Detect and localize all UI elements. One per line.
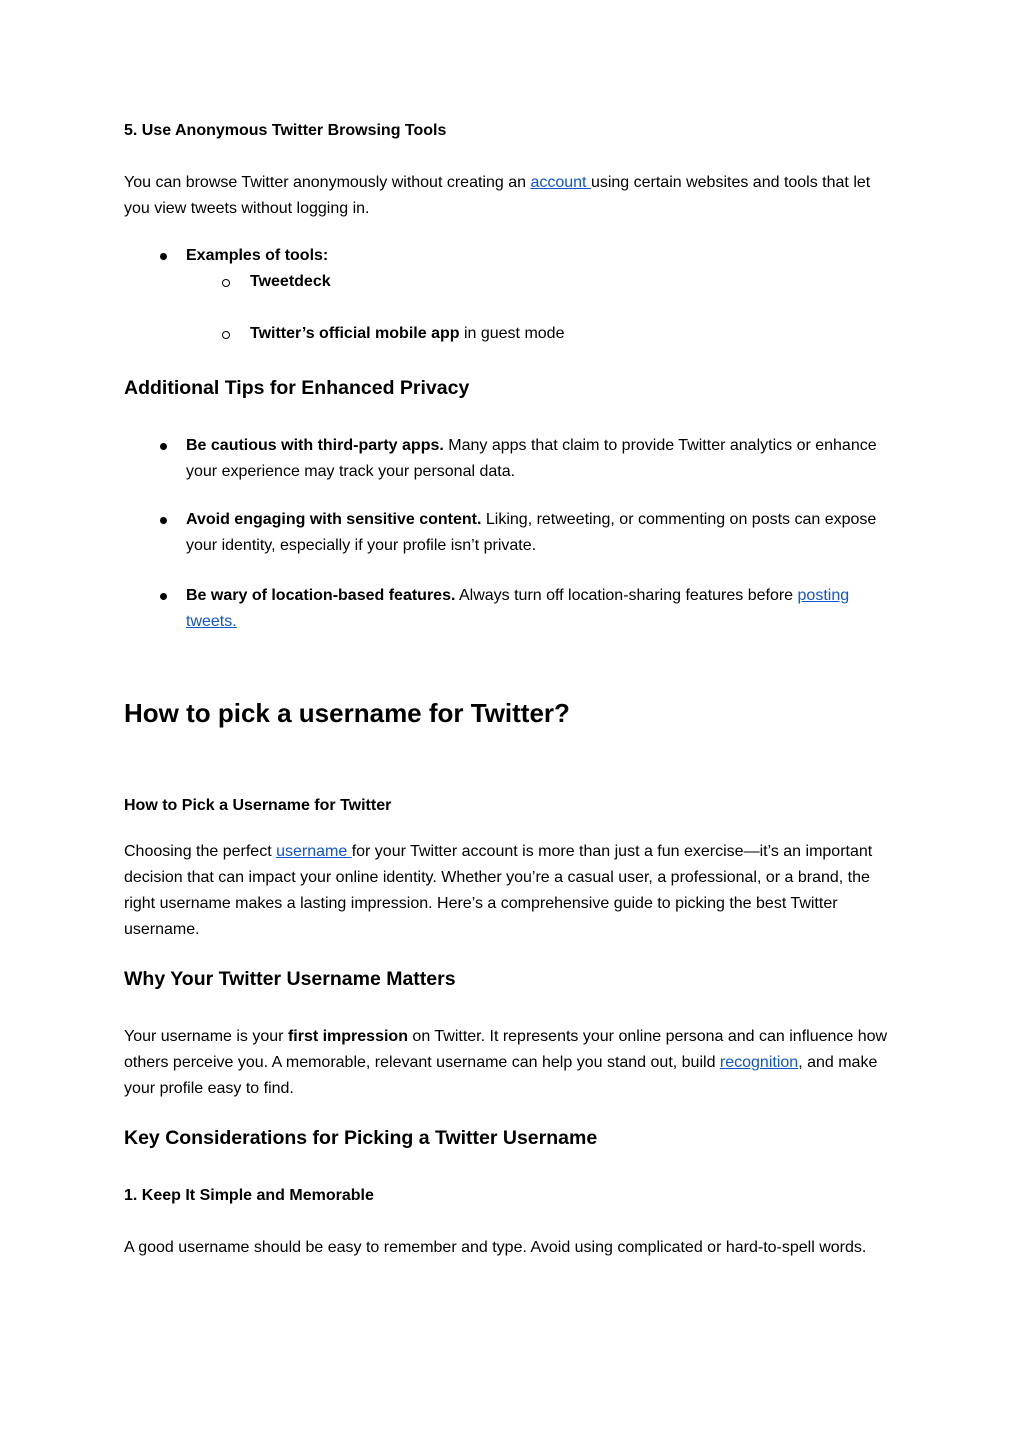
list-item-tweetdeck <box>124 269 900 295</box>
list-item-bold: Avoid engaging with sensitive content. <box>186 511 482 528</box>
list-item-location-features <box>124 583 900 635</box>
list-item-bold: Examples of tools: <box>186 247 329 264</box>
list-item-examples-label <box>124 243 900 269</box>
link-posting-tweets[interactable]: posting tweets. <box>186 587 850 630</box>
list-item-bold: Be cautious with third-party apps. <box>186 437 444 454</box>
page-title-pick-username: How to pick a username for Twitter? <box>124 698 570 728</box>
list-item-sensitive-content <box>124 507 900 559</box>
list-item-guest-mode <box>124 321 900 347</box>
tools-list <box>124 243 900 269</box>
paragraph-keep-simple: A good username should be easy to remember and type. Avoid using complicated or hard-to-spell words. <box>124 1239 867 1256</box>
link-recognition[interactable]: recognition <box>719 1054 799 1071</box>
text-run: Always turn off location-sharing features before <box>455 587 798 604</box>
bullet-icon <box>160 443 167 450</box>
link-username[interactable]: username <box>276 843 352 860</box>
list-item-bold: Be wary of location-based features. <box>186 587 456 604</box>
paragraph-anonymous-intro <box>124 170 900 222</box>
bold-run: first impression <box>287 1028 408 1045</box>
heading-why-matters: Why Your Twitter Username Matters <box>124 968 456 990</box>
text-run: You can browse Twitter anonymously without creating an <box>124 174 531 191</box>
heading-key-considerations: Key Considerations for Picking a Twitter Username <box>124 1127 598 1149</box>
text-run: using certain websites and tools that let you view tweets without logging in. <box>124 174 871 217</box>
text-run: for your Twitter account is more than just a fun exercise—it’s an important decision that can impact your online identity. Whether you’re a casual user, a professional, or a brand, the right username makes a lasting impression. Here’s a comprehensive guide to picking the best Twitter username. <box>124 843 873 938</box>
section-heading-anonymous-tools: 5. Use Anonymous Twitter Browsing Tools <box>124 122 447 139</box>
paragraph-why-matters <box>124 1024 900 1102</box>
text-run: Choosing the perfect <box>124 843 277 860</box>
text-run: Liking, retweeting, or commenting on posts can expose your identity, especially if your profile isn’t private. <box>186 511 877 554</box>
text-run: Your username is your <box>124 1028 288 1045</box>
paragraph-pick-intro <box>124 839 900 943</box>
bullet-icon <box>160 253 167 260</box>
bullet-icon <box>160 517 167 524</box>
bullet-icon <box>160 593 167 600</box>
list-item-third-party-apps <box>124 433 900 485</box>
text-run: Many apps that claim to provide Twitter analytics or enhance your experience may track your personal data. <box>186 437 877 480</box>
list-item-bold: Twitter’s official mobile app <box>250 325 460 342</box>
text-run: , and make your profile easy to find. <box>124 1054 878 1097</box>
tips-list <box>124 433 900 635</box>
text-run: in guest mode <box>459 325 565 342</box>
tools-sub-list <box>124 269 900 347</box>
circle-bullet-icon <box>222 331 230 339</box>
heading-keep-simple: 1. Keep It Simple and Memorable <box>124 1187 374 1204</box>
heading-additional-tips: Additional Tips for Enhanced Privacy <box>124 377 470 399</box>
text-run: on Twitter. It represents your online persona and can influence how others perceive you. A memorable, relevant username can help you stand out, build <box>124 1028 888 1071</box>
heading-pick-username: How to Pick a Username for Twitter <box>124 797 392 814</box>
link-account[interactable]: account <box>530 174 591 191</box>
list-item-bold: Tweetdeck <box>250 273 331 290</box>
circle-bullet-icon <box>222 279 230 287</box>
